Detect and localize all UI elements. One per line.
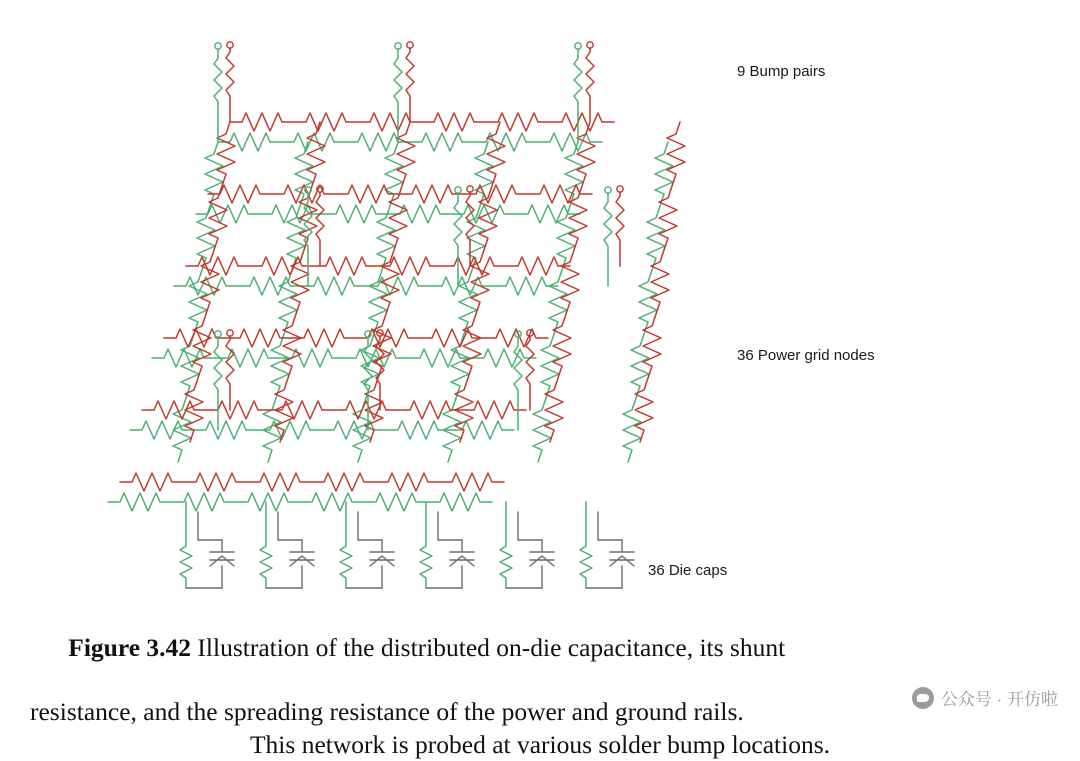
caption-line-2: resistance, and the spreading resistance of the power and ground rails. — [30, 697, 744, 727]
watermark-text: 公众号 · 开仿啦 — [940, 690, 1058, 709]
caption-line-1: Illustration of the distributed on-die capacitance, its shunt — [191, 633, 786, 663]
annotation-power-grid-nodes: 36 Power grid nodes — [737, 347, 875, 364]
figure-number: Figure 3.42 — [68, 633, 192, 663]
caption-line-3: This network is probed at various solder bump locations. — [249, 729, 831, 759]
annotation-die-caps: 36 Die caps — [648, 562, 728, 579]
ground-rail-network — [108, 133, 673, 511]
annotation-bump-pairs: 9 Bump pairs — [737, 63, 826, 80]
figure-caption — [0, 600, 1080, 761]
power-rail-network — [120, 113, 685, 491]
die-cap-group — [180, 502, 634, 588]
